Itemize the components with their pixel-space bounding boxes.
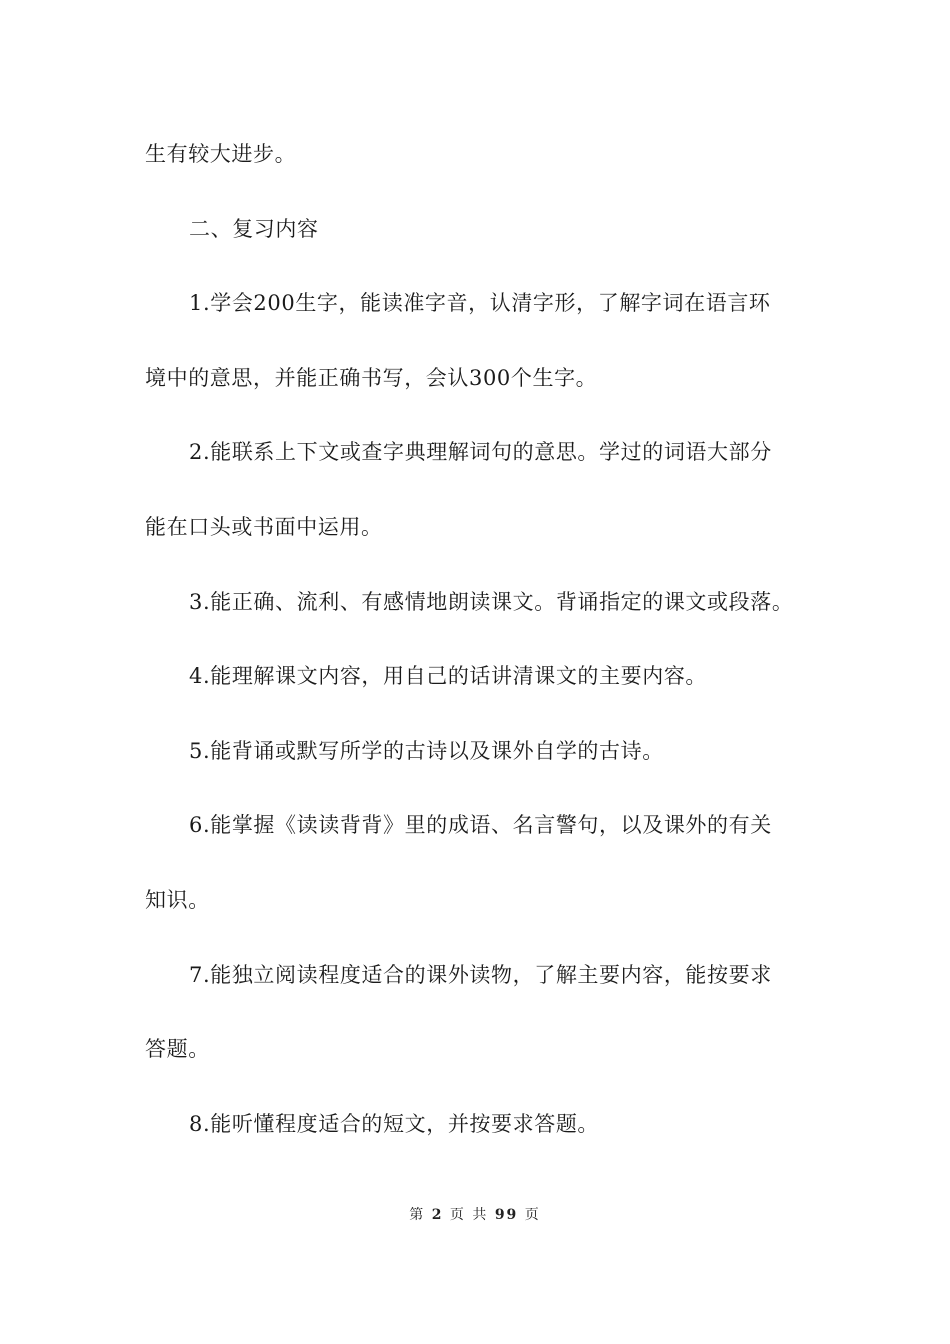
page-footer	[0, 1204, 950, 1224]
footer-suffix: 页	[524, 1207, 541, 1223]
text-line: 能在口头或书面中运用。	[145, 514, 383, 539]
text-line: 1.学会200生字，能读准字音，认清字形，了解字词在语言环	[189, 291, 771, 316]
text-line: 境中的意思，并能正确书写，会认300个生字。	[145, 365, 598, 390]
body-text	[145, 131, 815, 1175]
text-line: 6.能掌握《读读背背》里的成语、名言警句，以及课外的有关	[189, 813, 772, 838]
footer-middle: 页 共	[449, 1207, 489, 1223]
text-line: 3.能正确、流利、有感情地朗读课文。背诵指定的课文或段落。	[189, 589, 794, 614]
footer-prefix: 第	[409, 1207, 426, 1223]
text-line: 4.能理解课文内容，用自己的话讲清课文的主要内容。	[189, 664, 708, 689]
text-line: 8.能听懂程度适合的短文，并按要求答题。	[189, 1111, 600, 1136]
text-line: 答题。	[145, 1037, 210, 1062]
total-page-count: 99	[494, 1207, 519, 1223]
text-line: 2.能联系上下文或查字典理解词句的意思。学过的词语大部分	[189, 440, 772, 465]
text-line: 5.能背诵或默写所学的古诗以及课外自学的古诗。	[189, 738, 664, 763]
text-line: 知识。	[145, 887, 210, 912]
text-line: 7.能独立阅读程度适合的课外读物，了解主要内容，能按要求	[189, 962, 772, 987]
section-heading: 二、复习内容	[189, 216, 319, 241]
text-line: 生有较大进步。	[145, 142, 297, 166]
current-page-number: 2	[431, 1207, 444, 1223]
